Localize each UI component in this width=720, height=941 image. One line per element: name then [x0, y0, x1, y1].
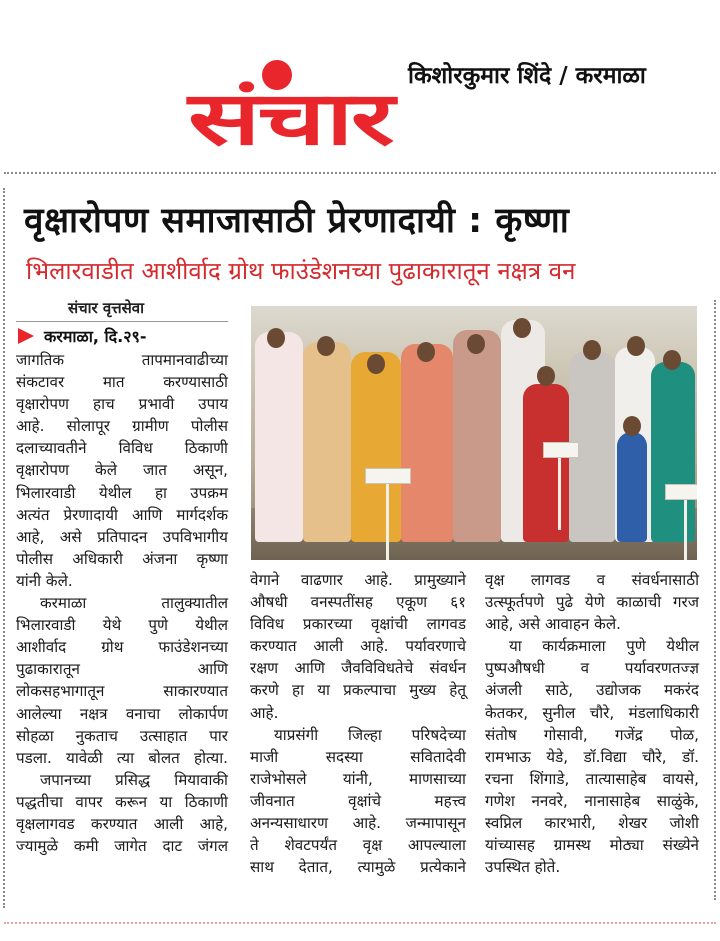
text-line: लोकसहभागातून साकारण्यात [16, 682, 228, 701]
text-line: भिलारवाडी येथील हा उपक्रम [16, 483, 228, 502]
text-line: वेगाने वाढणार आहे. प्रामुख्याने [250, 571, 466, 589]
text-line: पद्धतीचा वापर करून या ठिकाणी [16, 792, 228, 811]
text-line: आहे, असे आवाहन केले. [485, 615, 621, 634]
article-column-2 [250, 569, 466, 878]
text-line: स्वप्निल कारभारी, शेखर जोशी [485, 814, 699, 833]
person-head [417, 342, 435, 362]
text-line: पडला. यावेळी त्या बोलत होत्या. [16, 748, 228, 767]
article-column-3 [485, 569, 699, 878]
sign-post [558, 450, 561, 530]
text-line: संतोष गोसावी, गजेंद्र पोळ, [485, 725, 699, 744]
text-line: जपानच्या प्रसिद्ध मियावाकी [40, 770, 228, 789]
text-line: दलाच्यावतीने विविध ठिकाणी [16, 439, 228, 458]
text-line: माजी सदस्या सवितादेवी [250, 747, 466, 766]
person-head [267, 328, 285, 348]
text-line: वृक्षारोपण हाच प्रभावी उपाय [16, 395, 228, 414]
text-line: राजेभोसले यांनी, माणसाच्या [250, 769, 466, 788]
text-line: यांच्यासह ग्रामस्थ मोठ्या संख्येने [485, 836, 699, 855]
text-line: या कार्यक्रमाला पुणे येथील [509, 637, 699, 656]
text-line: गणेश ननवरे, नानासाहेब साळुंके, [485, 791, 699, 810]
text-line: वृक्षारोपण केले जात असून, [16, 461, 228, 480]
dateline [18, 325, 147, 347]
person-figure [401, 344, 453, 542]
text-line: संकटावर मात करण्यासाठी [16, 373, 228, 392]
dateline-text: करमाळा, दि.२९- [44, 327, 147, 346]
person-head [467, 334, 485, 354]
text-line: आशीर्वाद ग्रोथ फाउंडेशनच्या [16, 638, 228, 657]
text-line: रामभाऊ येडे, डॉ.विद्या चौरे, डॉ. [485, 747, 699, 766]
news-service-credit: संचार वृत्तसेवा [68, 299, 144, 317]
text-line: औषधी वनस्पतींसह एकूण ६१ [250, 593, 466, 612]
person-figure [351, 352, 401, 542]
top-divider [4, 172, 716, 174]
text-line: ते शेवटपर्यंत वृक्ष आपल्याला [250, 836, 466, 855]
person-figure [303, 342, 351, 542]
person-head [627, 336, 645, 356]
text-line: अनन्यसाधारण आहे. जन्मापासून [250, 814, 466, 833]
person-head [663, 350, 681, 370]
article-column-1 [16, 349, 228, 857]
sign-post [684, 492, 687, 560]
person-figure [255, 332, 303, 542]
text-line: याप्रसंगी जिल्हा परिषदेच्या [274, 725, 466, 744]
plant-name-sign [543, 442, 579, 458]
text-line: रक्षण आणि जैवविविधतेचे संवर्धन [250, 659, 466, 678]
text-line: जागतिक तापमानवाढीच्या [16, 351, 228, 369]
text-line: करण्यात आली आहे. पर्यावरणाचे [250, 637, 466, 656]
person-figure [651, 362, 695, 542]
person-figure [617, 432, 647, 542]
text-line: पोलीस अधिकारी अंजना कृष्णा [16, 549, 228, 568]
service-rule [16, 321, 228, 322]
text-line: करणे हा या प्रकल्पाचा मुख्य हेतू [250, 681, 466, 700]
text-line: आहे. सोलापूर ग्रामीण पोलीस [16, 417, 228, 436]
text-line: सोहळा नुकताच उत्साहात पार [16, 726, 228, 745]
person-head [623, 416, 641, 436]
text-line: जीवनात वृक्षांचे महत्त्व [250, 791, 466, 810]
bottom-divider [4, 922, 716, 924]
text-line: अंजली साठे, उद्योजक मकरंद [485, 681, 699, 700]
text-line: पुष्पऔषधी व पर्यावरणतज्ज्ञ [485, 659, 699, 678]
text-line: विविध प्रकारच्या वृक्षांची लागवड [250, 615, 466, 634]
byline: किशोरकुमार शिंदे / करमाळा [408, 63, 646, 89]
text-line: भिलारवाडी येथे पुणे येथील [16, 616, 228, 635]
text-line: उपस्थित होते. [485, 858, 561, 877]
headline: वृक्षारोपण समाजासाठी प्रेरणादायी : कृष्णा [24, 201, 570, 241]
right-border [714, 300, 716, 900]
person-head [537, 366, 555, 386]
text-line: आहे, असे प्रतिपादन उपविभागीय [16, 527, 228, 546]
event-photo [251, 306, 697, 560]
person-head [367, 354, 385, 374]
text-line: साथ देतात, त्यामुळे प्रत्येकाने [250, 858, 466, 877]
text-line: वृक्षलागवड करण्यात आली आहे, [16, 814, 228, 833]
person-head [583, 340, 601, 360]
text-line: यांनी केले. [16, 571, 73, 590]
subheadline: भिलारवाडीत आशीर्वाद ग्रोथ फाउंडेशनच्या पुढाकारातून नक्षत्र वन [26, 257, 576, 285]
plant-name-sign [665, 484, 697, 500]
masthead [0, 0, 720, 170]
text-line: रचना शिंगाडे, तात्यासाहेब वायसे, [485, 769, 699, 788]
text-line: पुढाकारातून आणि [16, 660, 228, 679]
text-line: आहे. [250, 703, 279, 722]
text-line: केतकर, सुनील चौरे, मंडलाधिकारी [485, 703, 699, 722]
text-line: ज्यामुळे कमी जागेत दाट जंगल [16, 837, 228, 856]
sign-post [386, 476, 389, 560]
text-line: उत्स्फूर्तपणे पुढे येणे काळाची गरज [485, 593, 699, 612]
person-head [513, 318, 531, 338]
left-border [3, 188, 5, 908]
person-figure [523, 384, 569, 542]
person-figure [453, 330, 501, 542]
newspaper-logo: संचार [188, 76, 392, 162]
red-triangle-icon [18, 328, 34, 344]
text-line: वृक्ष लागवड व संवर्धनासाठी [485, 571, 699, 589]
person-head [317, 336, 335, 356]
text-line: आलेल्या नक्षत्र वनाचा लोकार्पण [16, 704, 228, 723]
text-line: अत्यंत प्रेरणादायी आणि मार्गदर्शक [16, 505, 228, 524]
plant-name-sign [365, 468, 411, 484]
text-line: करमाळा तालुक्यातील [40, 594, 228, 613]
